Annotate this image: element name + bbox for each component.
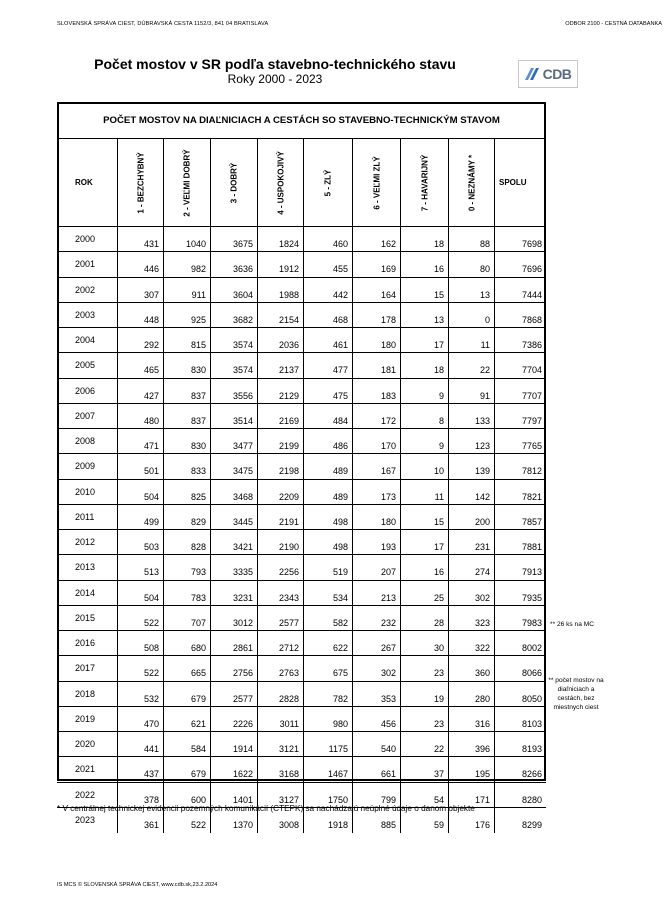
- value-cell: 7444: [494, 278, 546, 303]
- table-row: [57, 327, 546, 352]
- column-header-label: 6 - VEĽMI ZLÝ: [372, 155, 381, 210]
- year-cell: 2008: [75, 436, 96, 446]
- value-cell: 167: [352, 454, 400, 479]
- value-cell: 1750: [303, 783, 352, 808]
- value-cell: 25: [400, 581, 448, 606]
- value-cell: 2343: [257, 581, 303, 606]
- value-cell: 2036: [257, 328, 303, 353]
- table-row: [57, 302, 546, 327]
- value-cell: 3335: [210, 555, 257, 580]
- value-cell: 1824: [257, 227, 303, 252]
- value-cell: 171: [448, 783, 494, 808]
- value-cell: 782: [303, 682, 352, 707]
- value-cell: 183: [352, 379, 400, 404]
- value-cell: 540: [352, 732, 400, 757]
- value-cell: 23: [400, 656, 448, 681]
- value-cell: 16: [400, 555, 448, 580]
- value-cell: 8050: [494, 682, 546, 707]
- value-cell: 8: [400, 404, 448, 429]
- value-cell: 169: [352, 252, 400, 277]
- value-cell: 396: [448, 732, 494, 757]
- year-cell: 2018: [75, 688, 96, 699]
- value-cell: 582: [303, 606, 352, 631]
- value-cell: 3574: [210, 353, 257, 378]
- value-cell: 15: [400, 278, 448, 303]
- value-cell: 193: [352, 530, 400, 555]
- table-row: [57, 428, 546, 453]
- value-cell: 13: [448, 278, 494, 303]
- value-cell: 17: [400, 530, 448, 555]
- value-cell: 2129: [257, 379, 303, 404]
- table-row: [57, 706, 546, 731]
- value-cell: 178: [352, 303, 400, 328]
- value-cell: 142: [448, 480, 494, 505]
- column-header: [352, 138, 400, 226]
- value-cell: 793: [163, 555, 210, 580]
- value-cell: 522: [117, 656, 163, 681]
- value-cell: 22: [448, 353, 494, 378]
- value-cell: 170: [352, 429, 400, 454]
- value-cell: 302: [352, 656, 400, 681]
- value-cell: 59: [400, 808, 448, 833]
- page-title: Počet mostov v SR podľa stavebno-technického stavu: [94, 56, 456, 72]
- value-cell: 499: [117, 505, 163, 530]
- year-cell: 2021: [75, 764, 96, 775]
- column-header: [57, 138, 117, 226]
- value-cell: 30: [400, 631, 448, 656]
- column-header-label: ROK: [75, 178, 93, 187]
- value-cell: 213: [352, 581, 400, 606]
- value-cell: 522: [163, 808, 210, 833]
- value-cell: 2861: [210, 631, 257, 656]
- value-cell: 361: [117, 808, 163, 833]
- value-cell: 3477: [210, 429, 257, 454]
- value-cell: 3514: [210, 404, 257, 429]
- value-cell: 7797: [494, 404, 546, 429]
- table-row: [57, 554, 546, 579]
- value-cell: 7868: [494, 303, 546, 328]
- value-cell: 8002: [494, 631, 546, 656]
- year-cell: 2020: [75, 739, 96, 749]
- value-cell: 8066: [494, 656, 546, 681]
- value-cell: 3468: [210, 480, 257, 505]
- table-row: [57, 479, 546, 504]
- column-header-label: 7 - HAVARIJNÝ: [420, 154, 429, 211]
- value-cell: 503: [117, 530, 163, 555]
- value-cell: 470: [117, 707, 163, 732]
- year-cell: 2001: [75, 259, 96, 270]
- value-cell: 431: [117, 227, 163, 252]
- value-cell: 207: [352, 555, 400, 580]
- value-cell: 8193: [494, 732, 546, 757]
- value-cell: 484: [303, 404, 352, 429]
- table-row: [57, 403, 546, 428]
- value-cell: 2199: [257, 429, 303, 454]
- column-header-label: 0 - NEZNÁMY *: [467, 154, 476, 211]
- value-cell: 584: [163, 732, 210, 757]
- value-cell: 448: [117, 303, 163, 328]
- value-cell: 200: [448, 505, 494, 530]
- value-cell: 280: [448, 682, 494, 707]
- value-cell: 837: [163, 404, 210, 429]
- table-row: [57, 580, 546, 605]
- value-cell: 477: [303, 353, 352, 378]
- year-cell: 2017: [75, 663, 96, 674]
- year-cell: 2015: [75, 612, 96, 623]
- table-row: [57, 453, 546, 478]
- value-cell: 3011: [257, 707, 303, 732]
- value-cell: 489: [303, 454, 352, 479]
- value-cell: 3636: [210, 252, 257, 277]
- value-cell: 1040: [163, 227, 210, 252]
- value-cell: 8299: [494, 808, 546, 833]
- value-cell: 498: [303, 530, 352, 555]
- value-cell: 8280: [494, 783, 546, 808]
- year-cell: 2022: [75, 789, 96, 800]
- year-cell: 2000: [75, 234, 96, 244]
- value-cell: 292: [117, 328, 163, 353]
- value-cell: 80: [448, 252, 494, 277]
- column-header-label: 2 - VEĽMI DOBRÝ: [182, 148, 192, 217]
- value-cell: 455: [303, 252, 352, 277]
- value-cell: 123: [448, 429, 494, 454]
- column-header-label: 1 - BEZCHYBNÝ: [136, 151, 145, 214]
- value-cell: 302: [448, 581, 494, 606]
- value-cell: 172: [352, 404, 400, 429]
- table-row: [57, 352, 546, 377]
- cdb-logo-icon: [525, 67, 541, 81]
- table-row: [57, 731, 546, 756]
- table-row: [57, 681, 546, 706]
- value-cell: 486: [303, 429, 352, 454]
- value-cell: 195: [448, 757, 494, 782]
- value-cell: 504: [117, 581, 163, 606]
- value-cell: 980: [303, 707, 352, 732]
- value-cell: 621: [163, 707, 210, 732]
- column-header: [448, 138, 494, 226]
- table-row: [57, 655, 546, 680]
- value-cell: 2226: [210, 707, 257, 732]
- value-cell: 18: [400, 227, 448, 252]
- column-header: [117, 138, 163, 226]
- value-cell: 17: [400, 328, 448, 353]
- value-cell: 23: [400, 707, 448, 732]
- document-header-right: ODBOR 2100 - CESTNÁ DATABANKA: [565, 21, 662, 27]
- value-cell: 489: [303, 480, 352, 505]
- value-cell: 522: [117, 606, 163, 631]
- value-cell: 982: [163, 252, 210, 277]
- value-cell: 7857: [494, 505, 546, 530]
- value-cell: 16: [400, 252, 448, 277]
- value-cell: 471: [117, 429, 163, 454]
- year-cell: 2009: [75, 461, 96, 472]
- value-cell: 18: [400, 353, 448, 378]
- value-cell: 675: [303, 656, 352, 681]
- value-cell: 3556: [210, 379, 257, 404]
- value-cell: 504: [117, 480, 163, 505]
- logo-text: CDB: [542, 66, 572, 82]
- value-cell: 323: [448, 606, 494, 631]
- value-cell: 680: [163, 631, 210, 656]
- value-cell: 3012: [210, 606, 257, 631]
- value-cell: 9: [400, 379, 448, 404]
- year-cell: 2002: [75, 284, 96, 295]
- value-cell: 825: [163, 480, 210, 505]
- value-cell: 54: [400, 783, 448, 808]
- value-cell: 1988: [257, 278, 303, 303]
- value-cell: 3127: [257, 783, 303, 808]
- year-cell: 2005: [75, 360, 96, 371]
- value-cell: 437: [117, 757, 163, 782]
- table-row: [57, 605, 546, 630]
- value-cell: 508: [117, 631, 163, 656]
- value-cell: 7765: [494, 429, 546, 454]
- side-note-2017: ** 26 ks na MC: [550, 621, 594, 628]
- value-cell: 307: [117, 278, 163, 303]
- value-cell: 830: [163, 353, 210, 378]
- table-caption: POČET MOSTOV NA DIAĽNICIACH A CESTÁCH SO STAVEBNO-TECHNICKÝM STAVOM: [103, 114, 500, 126]
- value-cell: 2756: [210, 656, 257, 681]
- value-cell: 1918: [303, 808, 352, 833]
- page-subtitle: Roky 2000 - 2023: [227, 72, 323, 86]
- value-cell: 925: [163, 303, 210, 328]
- value-cell: 231: [448, 530, 494, 555]
- value-cell: 360: [448, 656, 494, 681]
- table-row: [57, 756, 546, 781]
- value-cell: 480: [117, 404, 163, 429]
- table-row: [57, 504, 546, 529]
- value-cell: 316: [448, 707, 494, 732]
- value-cell: 139: [448, 454, 494, 479]
- value-cell: 28: [400, 606, 448, 631]
- value-cell: 3168: [257, 757, 303, 782]
- value-cell: 3121: [257, 732, 303, 757]
- value-cell: 162: [352, 227, 400, 252]
- value-cell: 3421: [210, 530, 257, 555]
- value-cell: 322: [448, 631, 494, 656]
- value-cell: 274: [448, 555, 494, 580]
- value-cell: 2190: [257, 530, 303, 555]
- value-cell: 707: [163, 606, 210, 631]
- value-cell: 465: [117, 353, 163, 378]
- column-header: [210, 138, 257, 226]
- value-cell: 679: [163, 757, 210, 782]
- year-cell: 2019: [75, 713, 96, 724]
- year-cell: 2012: [75, 537, 96, 547]
- year-cell: 2010: [75, 486, 96, 497]
- column-header: [400, 138, 448, 226]
- value-cell: 7386: [494, 328, 546, 353]
- value-cell: 661: [352, 757, 400, 782]
- value-cell: 665: [163, 656, 210, 681]
- value-cell: 2169: [257, 404, 303, 429]
- value-cell: 446: [117, 252, 163, 277]
- column-header-label: 4 - USPOKOJIVÝ: [276, 150, 285, 215]
- value-cell: 1175: [303, 732, 352, 757]
- column-header: [494, 138, 546, 226]
- value-cell: 513: [117, 555, 163, 580]
- value-cell: 267: [352, 631, 400, 656]
- year-cell: 2014: [75, 587, 96, 598]
- value-cell: 37: [400, 757, 448, 782]
- value-cell: 353: [352, 682, 400, 707]
- value-cell: 1370: [210, 808, 257, 833]
- value-cell: 11: [400, 480, 448, 505]
- value-cell: 3604: [210, 278, 257, 303]
- value-cell: 3574: [210, 328, 257, 353]
- value-cell: 501: [117, 454, 163, 479]
- value-cell: 180: [352, 328, 400, 353]
- value-cell: 7704: [494, 353, 546, 378]
- year-cell: 2016: [75, 638, 96, 648]
- column-header: [257, 138, 303, 226]
- value-cell: 15: [400, 505, 448, 530]
- value-cell: 9: [400, 429, 448, 454]
- value-cell: 3675: [210, 227, 257, 252]
- table-row: [57, 277, 546, 302]
- value-cell: 0: [448, 303, 494, 328]
- value-cell: 2577: [257, 606, 303, 631]
- value-cell: 2712: [257, 631, 303, 656]
- value-cell: 2198: [257, 454, 303, 479]
- value-cell: 1401: [210, 783, 257, 808]
- column-header: [303, 138, 352, 226]
- value-cell: 460: [303, 227, 352, 252]
- value-cell: 622: [303, 631, 352, 656]
- value-cell: 7913: [494, 555, 546, 580]
- table-row: [57, 630, 546, 655]
- value-cell: 173: [352, 480, 400, 505]
- document-header-left: SLOVENSKÁ SPRÁVA CIEST, DÚBRAVSKÁ CESTA 1152/3, 841 04 BRATISLAVA: [57, 21, 269, 27]
- year-cell: 2006: [75, 385, 96, 396]
- value-cell: 830: [163, 429, 210, 454]
- value-cell: 88: [448, 227, 494, 252]
- value-cell: 600: [163, 783, 210, 808]
- value-cell: 11: [448, 328, 494, 353]
- value-cell: 2577: [210, 682, 257, 707]
- value-cell: 164: [352, 278, 400, 303]
- value-cell: 2828: [257, 682, 303, 707]
- value-cell: 532: [117, 682, 163, 707]
- value-cell: 456: [352, 707, 400, 732]
- value-cell: 7935: [494, 581, 546, 606]
- value-cell: 22: [400, 732, 448, 757]
- value-cell: 2209: [257, 480, 303, 505]
- value-cell: 3445: [210, 505, 257, 530]
- footnote: * V centrálnej technickej evidencii pozemných komunikácií (CTEPK) sa nachádzajú neúplné údaje o danom objekte: [57, 804, 475, 813]
- value-cell: 442: [303, 278, 352, 303]
- value-cell: 2256: [257, 555, 303, 580]
- value-cell: 7821: [494, 480, 546, 505]
- value-cell: 799: [352, 783, 400, 808]
- value-cell: 833: [163, 454, 210, 479]
- value-cell: 911: [163, 278, 210, 303]
- year-cell: 2013: [75, 562, 96, 573]
- value-cell: 534: [303, 581, 352, 606]
- year-cell: 2023: [75, 814, 96, 825]
- value-cell: 441: [117, 732, 163, 757]
- value-cell: 498: [303, 505, 352, 530]
- value-cell: 1622: [210, 757, 257, 782]
- cdb-logo: [518, 60, 578, 88]
- value-cell: 815: [163, 328, 210, 353]
- value-cell: 519: [303, 555, 352, 580]
- value-cell: 1912: [257, 252, 303, 277]
- value-cell: 3475: [210, 454, 257, 479]
- value-cell: 427: [117, 379, 163, 404]
- value-cell: 2191: [257, 505, 303, 530]
- table-row: [57, 226, 546, 251]
- value-cell: 468: [303, 303, 352, 328]
- value-cell: 2137: [257, 353, 303, 378]
- value-cell: 7983: [494, 606, 546, 631]
- value-cell: 7881: [494, 530, 546, 555]
- column-header: [163, 138, 210, 226]
- value-cell: 885: [352, 808, 400, 833]
- value-cell: 475: [303, 379, 352, 404]
- table-row: [57, 378, 546, 403]
- value-cell: 3682: [210, 303, 257, 328]
- value-cell: 7696: [494, 252, 546, 277]
- value-cell: 7698: [494, 227, 546, 252]
- value-cell: 232: [352, 606, 400, 631]
- column-header-label: SPOLU: [499, 178, 527, 187]
- column-header-label: 5 - ZLÝ: [323, 169, 333, 196]
- value-cell: 19: [400, 682, 448, 707]
- value-cell: 1467: [303, 757, 352, 782]
- value-cell: 837: [163, 379, 210, 404]
- value-cell: 3008: [257, 808, 303, 833]
- value-cell: 828: [163, 530, 210, 555]
- year-cell: 2003: [75, 309, 96, 320]
- value-cell: 679: [163, 682, 210, 707]
- value-cell: 180: [352, 505, 400, 530]
- value-cell: 829: [163, 505, 210, 530]
- table-row: [57, 251, 546, 276]
- value-cell: 2154: [257, 303, 303, 328]
- value-cell: 8266: [494, 757, 546, 782]
- value-cell: 13: [400, 303, 448, 328]
- side-note-2019: ** počet mostov na diaľniciach a cestách, bez miestnych ciest: [548, 677, 604, 711]
- value-cell: 3231: [210, 581, 257, 606]
- value-cell: 10: [400, 454, 448, 479]
- value-cell: 1914: [210, 732, 257, 757]
- value-cell: 176: [448, 808, 494, 833]
- value-cell: 783: [163, 581, 210, 606]
- value-cell: 181: [352, 353, 400, 378]
- table-row: [57, 782, 546, 807]
- value-cell: 7707: [494, 379, 546, 404]
- value-cell: 461: [303, 328, 352, 353]
- value-cell: 378: [117, 783, 163, 808]
- value-cell: 8103: [494, 707, 546, 732]
- column-header-label: 3 - DOBRÝ: [229, 162, 239, 203]
- year-cell: 2011: [75, 511, 95, 522]
- year-cell: 2004: [75, 335, 96, 345]
- value-cell: 91: [448, 379, 494, 404]
- table-row: [57, 529, 546, 554]
- year-cell: 2007: [75, 410, 96, 421]
- page-footer: IS MCS © SLOVENSKÁ SPRÁVA CIEST, www.cdb.sk,23.2.2024: [57, 882, 218, 888]
- value-cell: 2763: [257, 656, 303, 681]
- value-cell: 133: [448, 404, 494, 429]
- value-cell: 7812: [494, 454, 546, 479]
